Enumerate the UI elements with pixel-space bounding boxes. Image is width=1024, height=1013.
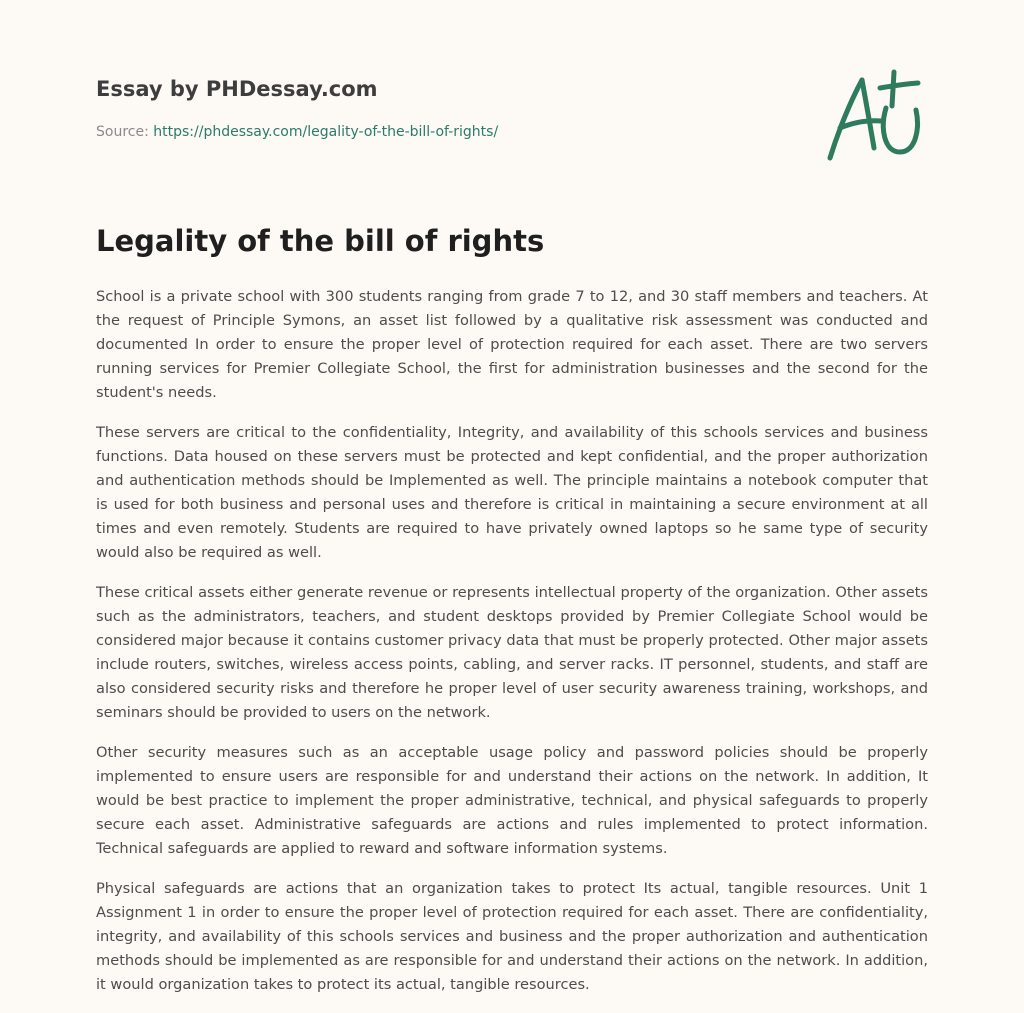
essay-paragraph: These servers are critical to the confidentiality, Integrity, and availability of this schools services and business functions. Data housed on these servers must be protected and kept confidential, and the proper authorization and authentication methods should be Implemented as well. The principle maintains a notebook computer that is used for both business and personal uses and therefore is critical in maintaining a secure environment at all times and even remotely. Students are required to have privately owned laptops so he same type of security would also be required as well.: [96, 424, 928, 561]
source-label: Source:: [96, 124, 154, 140]
essay-title: Legality of the bill of rights: [96, 224, 545, 258]
a-plus-logo-icon: [822, 66, 926, 164]
essay-body: [96, 285, 928, 1013]
essay-paragraph: Physical safeguards are actions that an organization takes to protect Its actual, tangible resources. Unit 1 Assignment 1 in order to ensure the proper level of protection required for each asset. There are confidentiality, integrity, and availability of this schools services and business and the proper authorization and authentication methods should be implemented as are responsible for and understand their actions on the network. In addition, it would organization takes to protect its actual, tangible resources.: [96, 880, 928, 993]
essay-paragraph: These critical assets either generate revenue or represents intellectual property of the organization. Other assets such as the administrators, teachers, and student desktops provided by Premier Collegiate School would be considered major because it contains customer privacy data that must be properly protected. Other major assets include routers, switches, wireless access points, cabling, and server racks. IT personnel, students, and staff are also considered security risks and therefore he proper level of user security awareness training, workshops, and seminars should be provided to users on the network.: [96, 584, 928, 721]
essay-paragraph: Other security measures such as an acceptable usage policy and password policies should be properly implemented to ensure users are responsible for and understand their actions on the network. In addition, It would be best practice to implement the proper administrative, technical, and physical safeguards to properly secure each asset. Administrative safeguards are actions and rules implemented to protect information. Technical safeguards are applied to reward and software information systems.: [96, 744, 928, 857]
essay-paragraph: School is a private school with 300 students ranging from grade 7 to 12, and 30 staff members and teachers. At the request of Principle Symons, an asset list followed by a qualitative risk assessment was conducted and documented In order to ensure the proper level of protection required for each asset. There are two servers running services for Premier Collegiate School, the first for administration businesses and the second for the student's needs.: [96, 288, 928, 401]
site-title: Essay by PHDessay.com: [96, 77, 378, 101]
source-link[interactable]: https://phdessay.com/legality-of-the-bill-of-rights/: [153, 124, 499, 140]
source-line: [96, 124, 498, 140]
